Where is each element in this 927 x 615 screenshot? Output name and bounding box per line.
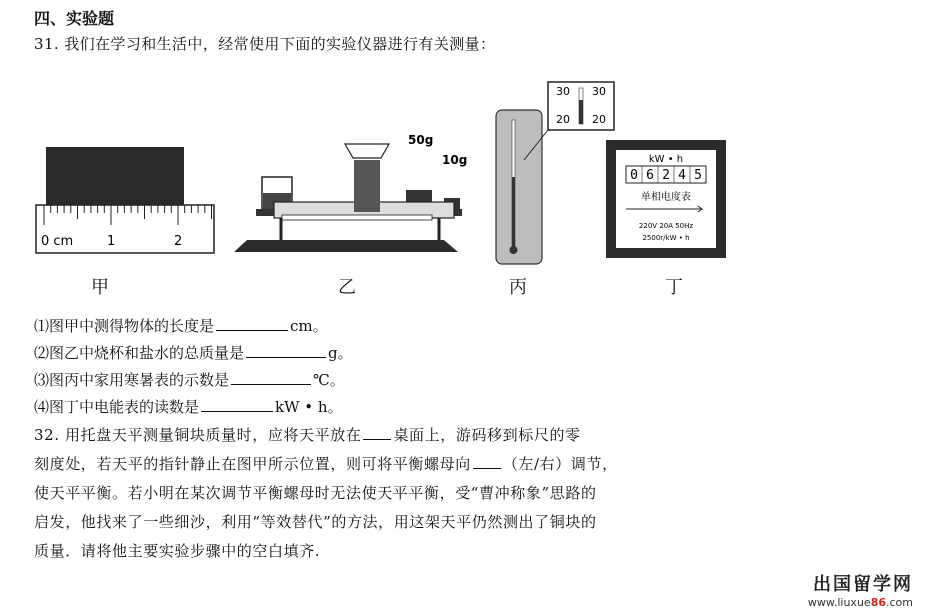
sub-question-3	[34, 369, 345, 390]
answer-blank-1[interactable]	[216, 315, 288, 331]
measured-block	[46, 147, 184, 205]
balance-figure	[234, 133, 467, 252]
sub-question-2-unit: g。	[328, 344, 353, 362]
instrument-illustration	[34, 80, 734, 302]
thermometer-bulb	[510, 246, 518, 254]
question-32-line-5: 质量．请将他主要实验步骤中的空白填齐.	[34, 542, 321, 560]
question-32-line-2	[34, 453, 618, 474]
answer-blank-3[interactable]	[231, 369, 311, 385]
meter-digit-2: 6	[646, 168, 654, 183]
meter-digit-5: 5	[694, 168, 702, 183]
answer-blank-2[interactable]	[246, 342, 326, 358]
weight-label-50g: 50g	[408, 133, 434, 147]
watermark-url-number: 86	[870, 596, 886, 609]
sub-question-4	[34, 396, 343, 417]
sub-question-1-unit: cm。	[290, 317, 328, 335]
balance-scale-strip	[282, 215, 432, 220]
balance-dial	[345, 144, 389, 158]
zoom-liquid	[579, 100, 583, 124]
q32-line1-end: 桌面上，游码移到标尺的零	[393, 426, 581, 444]
caption-bing: 丙	[509, 277, 527, 298]
zoom-label-30-left: 30	[556, 85, 570, 98]
thermometer-figure	[496, 82, 614, 264]
sub-question-4-unit: kW • h。	[275, 398, 343, 416]
ruler-label-0: 0 cm	[41, 234, 74, 249]
caption-ding: 丁	[665, 277, 683, 298]
sub-question-1	[34, 315, 328, 336]
watermark-url	[808, 596, 913, 609]
watermark-url-suffix: .com	[886, 596, 913, 609]
sub-question-2	[34, 342, 353, 363]
watermark-title: 出国留学网	[813, 574, 913, 595]
ruler-label-2: 2	[174, 234, 183, 249]
instrument-figure	[34, 80, 734, 302]
sub-question-2-text: ⑵图乙中烧杯和盐水的总质量是	[34, 344, 245, 362]
answer-blank-32a[interactable]	[363, 424, 391, 440]
weight-label-10g: 10g	[442, 153, 468, 167]
site-watermark	[808, 570, 913, 609]
answer-blank-32b[interactable]	[473, 453, 501, 469]
question-31-stem: 31. 我们在学习和生活中，经常使用下面的实验仪器进行有关测量：	[34, 35, 496, 53]
q32-line2-end: （左/右）调节，	[502, 455, 618, 473]
caption-yi: 乙	[338, 277, 356, 298]
zoom-label-30-right: 30	[592, 85, 606, 98]
meter-spec-2: 2500r/kW • h	[642, 234, 690, 242]
caption-jia: 甲	[91, 277, 109, 298]
thermometer-body	[496, 110, 542, 264]
meter-unit: kW • h	[648, 154, 684, 165]
question-32-line-4: 启发，他找来了一些细沙，利用“等效替代”的方法，用这架天平仍然测出了铜块的	[34, 513, 597, 531]
q32-line1-start: 32. 用托盘天平测量铜块质量时，应将天平放在	[34, 426, 362, 444]
question-32-line-3: 使天平平衡。若小明在某次调节平衡螺母时无法使天平平衡，受“曹冲称象”思路的	[34, 484, 597, 502]
question-32-line-1	[34, 424, 581, 445]
sub-question-1-text: ⑴图甲中测得物体的长度是	[34, 317, 215, 335]
meter-digit-3: 2	[662, 168, 670, 183]
sub-question-3-text: ⑶图丙中家用寒暑表的示数是	[34, 371, 230, 389]
meter-digit-1: 0	[630, 168, 638, 183]
ruler-label-1: 1	[107, 234, 116, 249]
watermark-url-prefix: www.liuxue	[807, 596, 871, 609]
answer-blank-4[interactable]	[201, 396, 273, 412]
meter-digit-4: 4	[678, 168, 686, 183]
sub-question-4-text: ⑷图丁中电能表的读数是	[34, 398, 200, 416]
balance-pillar	[354, 160, 380, 212]
meter-spec-1: 220V 20A 50Hz	[638, 222, 694, 230]
ruler-figure	[36, 147, 214, 253]
meter-figure	[606, 140, 726, 258]
zoom-label-20-right: 20	[592, 113, 606, 126]
section-heading: 四、实验题	[34, 9, 115, 28]
thermometer-liquid	[512, 177, 515, 248]
sub-question-3-unit: ℃。	[313, 371, 345, 389]
q32-line2-start: 刻度处，若天平的指针静止在图甲所示位置，则可将平衡螺母向	[34, 455, 471, 473]
meter-title: 单相电度表	[641, 192, 691, 203]
balance-base	[234, 240, 458, 252]
zoom-label-20-left: 20	[556, 113, 570, 126]
